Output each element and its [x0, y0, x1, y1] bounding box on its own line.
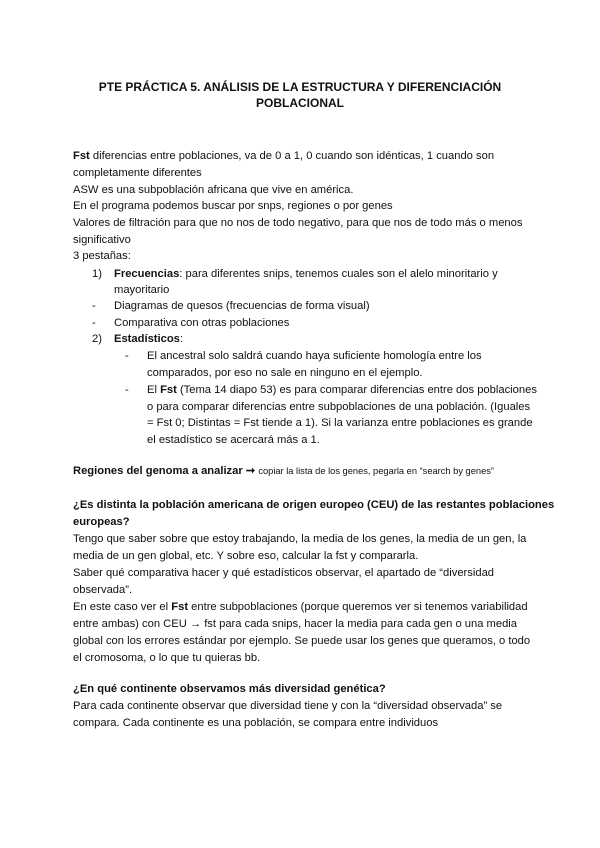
answer-ceu-7: global con los errores estándar por ejemplo. Se puede usar los genes que queramos, o todo [73, 635, 531, 647]
intro-programa: En el programa podemos buscar por snps, regiones o por genes [73, 200, 393, 212]
arrow-icon: ➞ [242, 465, 259, 477]
list-subitem-ancestral: - El ancestral solo saldrá cuando haya suficiente homología entre los [125, 350, 482, 362]
list-subitem-diagramas: - Diagramas de quesos (frecuencias de forma visual) [92, 300, 370, 312]
question-ceu-cont: europeas? [73, 516, 130, 528]
intro-asw: ASW es una subpoblación africana que vive en américa. [73, 184, 354, 196]
intro-pestanas: 3 pestañas: [73, 250, 131, 262]
intro-valores-cont: significativo [73, 234, 131, 246]
intro-valores: Valores de filtración para que no nos de todo negativo, para que nos de todo más o menos [73, 217, 523, 229]
answer-ceu-1: Tengo que saber sobre que estoy trabajando, la media de los genes, la media de un gen, la [73, 533, 527, 545]
list-subitem-fst-cont1: o para comparar diferencias entre subpoblaciones de una población. (Iguales [147, 401, 531, 413]
list-item-frecuencias: 1) Frecuencias: para diferentes snips, tenemos cuales son el alelo minoritario y [92, 268, 498, 280]
document-title: PTE PRÁCTICA 5. ANÁLISIS DE LA ESTRUCTURA Y DIFERENCIACIÓN [98, 80, 502, 94]
list-subitem-fst-cont3: el estadístico se acercará más a 1. [147, 434, 320, 446]
list-item-frecuencias-cont: mayoritario [114, 284, 170, 296]
answer-continente-2: compara. Cada continente es una población, se compara entre individuos [73, 717, 439, 729]
answer-ceu-8: el cromosoma, o lo que tu quieras bb. [73, 652, 261, 664]
answer-continente-1: Para cada continente observar que diversidad tiene y con la “diversidad observada” se [73, 700, 503, 712]
list-subitem-fst-cont2: = Fst 0; Distintas = Fst tiende a 1). Si la varianza entre poblaciones es grande [147, 417, 533, 429]
answer-ceu-3: Saber qué comparativa hacer y qué estadísticos observar, el apartado de “diversidad [73, 567, 495, 579]
document-title-cont: POBLACIONAL [256, 96, 344, 110]
answer-ceu-5: En este caso ver el Fst entre subpoblaciones (porque queremos ver si tenemos variabilidad [73, 601, 528, 613]
answer-ceu-2: media de un gen global, etc. Y sobre eso, calcular la fst y compararla. [73, 550, 419, 562]
answer-ceu-4: observada”. [73, 584, 133, 596]
list-subitem-fst: - El Fst (Tema 14 diapo 53) es para comparar diferencias entre dos poblaciones [125, 384, 537, 396]
regiones-line: Regiones del genoma a analizar ➞ copiar la lista de los genes, pegarla en “search by genes” [73, 465, 494, 477]
answer-ceu-6: entre ambas) con CEU → fst para cada snips, hacer la media para cada gen o una media [73, 618, 518, 630]
list-subitem-comparativa: - Comparativa con otras poblaciones [92, 317, 290, 329]
list-item-estadisticos: 2) Estadísticos: [92, 333, 184, 345]
question-ceu: ¿Es distinta la población americana de origen europeo (CEU) de las restantes poblaciones [73, 499, 555, 511]
intro-fst-cont: completamente diferentes [73, 167, 202, 179]
intro-fst: Fst diferencias entre poblaciones, va de 0 a 1, 0 cuando son idénticas, 1 cuando son [73, 150, 495, 162]
question-continente: ¿En qué continente observamos más diversidad genética? [73, 683, 386, 695]
list-subitem-ancestral-cont: comparados, por eso no sale en ninguno en el ejemplo. [147, 367, 423, 379]
